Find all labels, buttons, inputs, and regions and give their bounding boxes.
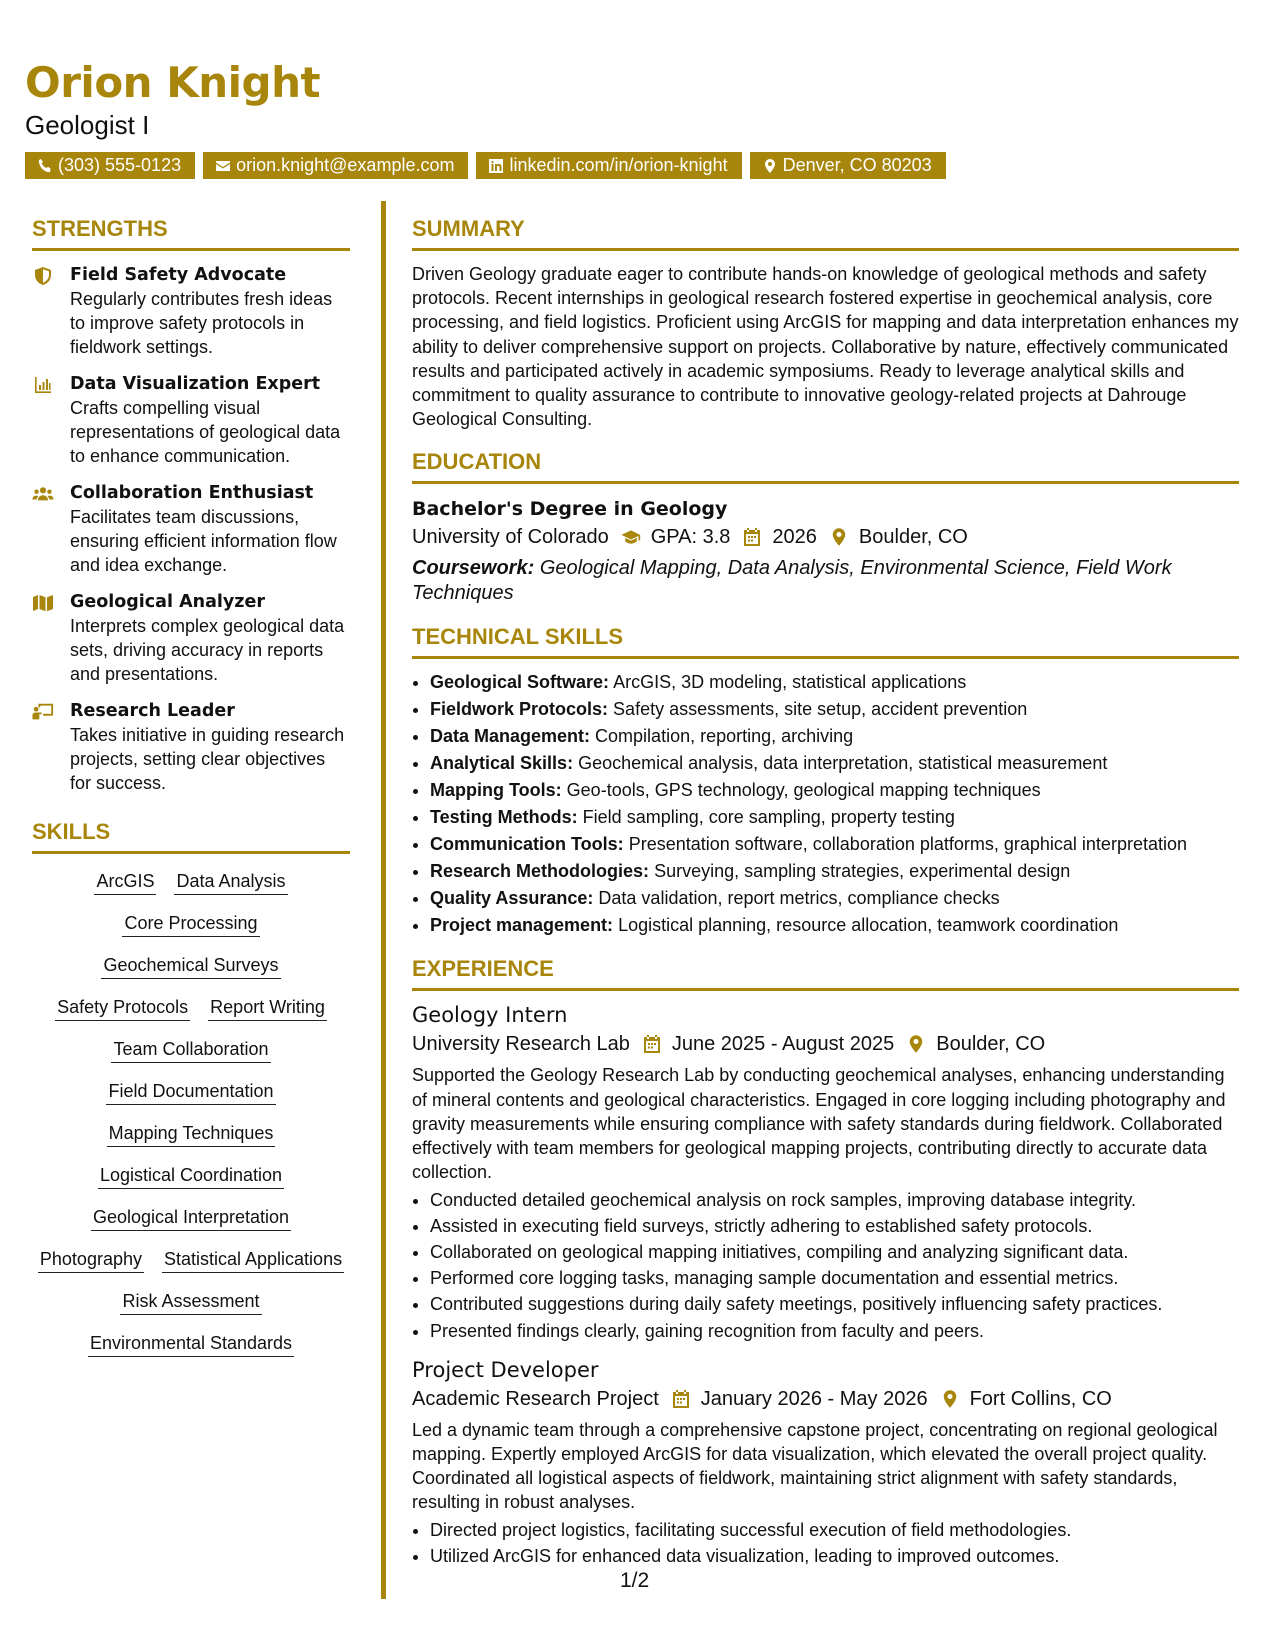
skill-text: Safety assessments, site setup, accident prevention xyxy=(613,699,1028,720)
contact-location-text: Denver, CO 80203 xyxy=(782,155,932,175)
contact-linkedin[interactable] xyxy=(476,152,741,179)
skill-label: Research Methodologies: xyxy=(430,860,650,881)
skill-text: Geochemical analysis, data interpretation, statistical measurement xyxy=(578,753,1108,774)
skill-text: Surveying, sampling strategies, experimental design xyxy=(654,860,1071,881)
job-bullets xyxy=(412,1517,1239,1569)
contact-phone-text: (303) 555-0123 xyxy=(58,155,182,175)
skill-label: Data Management: xyxy=(430,726,591,747)
summary-text: Driven Geology graduate eager to contribute hands-on knowledge of geological methods and safety protocols. Recent internships in geological research fostered expertise in geochemical analysis, core processing, and field logistics. Proficient using ArcGIS for mapping and data interpretation enhances my ability to deliver comprehensive support on projects. Collaborative by nature, effectively communicated results and participated actively in academic symposiums. Ready to leverage analytical skills and commitment to quality assurance to contribute to innovative geology-related projects at Dahrouge Geological Consulting. xyxy=(412,264,1239,430)
list-item: • Conducted detailed geochemical analysis on rock samples, improving database integrity. xyxy=(430,1187,1239,1213)
skill-label: Analytical Skills: xyxy=(430,753,574,774)
presenter-icon xyxy=(32,702,54,722)
skill-label: Mapping Tools: xyxy=(430,780,562,801)
map-pin-icon xyxy=(940,1389,960,1409)
graduation-cap-icon xyxy=(621,527,641,547)
map-pin-icon xyxy=(829,527,849,547)
contact-email[interactable] xyxy=(203,152,468,179)
contact-email-text: orion.knight@example.com xyxy=(236,155,455,175)
strength-item xyxy=(32,699,350,795)
school-name: University of Colorado xyxy=(412,526,609,549)
list-item: • Collaborated on geological mapping initiatives, compiling and analyzing significant data. xyxy=(430,1239,1239,1265)
skill-label: Project management: xyxy=(430,914,614,935)
skill-text: Logistical planning, resource allocation, teamwork coordination xyxy=(618,914,1119,935)
experience-entry xyxy=(412,1356,1239,1569)
contact-phone[interactable] xyxy=(25,152,195,179)
job-title: Geology Intern xyxy=(412,1003,568,1028)
skill-text: Field sampling, core sampling, property testing xyxy=(582,806,955,827)
list-item xyxy=(430,804,1239,831)
strength-desc: Takes initiative in guiding research projects, setting clear objectives for success. xyxy=(70,725,345,793)
strength-item xyxy=(32,263,350,359)
skills-list xyxy=(32,869,350,1357)
list-item xyxy=(430,696,1239,723)
users-icon xyxy=(32,484,54,504)
column-divider xyxy=(381,201,386,1599)
strengths-heading: STRENGTHS xyxy=(32,216,350,251)
linkedin-icon xyxy=(488,158,504,174)
skill-tag: Statistical Applications xyxy=(162,1247,344,1273)
list-item xyxy=(430,777,1239,804)
experience-entry xyxy=(412,1001,1239,1343)
skill-tag: Logistical Coordination xyxy=(98,1163,284,1189)
map-icon xyxy=(32,593,54,613)
job-dates: June 2025 - August 2025 xyxy=(671,1033,895,1056)
skill-tag: Report Writing xyxy=(208,995,327,1021)
skill-label: Communication Tools: xyxy=(430,833,624,854)
list-item: • Utilized ArcGIS for enhanced data visualization, leading to improved outcomes. xyxy=(430,1543,1239,1569)
skill-tag: Photography xyxy=(38,1247,144,1273)
skill-tag: Mapping Techniques xyxy=(107,1121,276,1147)
phone-icon xyxy=(37,158,53,174)
strength-desc: Regularly contributes fresh ideas to improve safety protocols in fieldwork settings. xyxy=(70,289,333,357)
education-meta xyxy=(412,522,1239,552)
strength-item xyxy=(32,372,350,468)
summary-heading: SUMMARY xyxy=(412,216,1239,251)
strength-desc: Crafts compelling visual representations of geological data to enhance communication. xyxy=(70,398,341,466)
contact-bar xyxy=(25,152,946,179)
skill-label: Quality Assurance: xyxy=(430,887,594,908)
strength-title: Data Visualization Expert xyxy=(70,374,321,394)
technical-skills-list xyxy=(412,669,1239,938)
list-item xyxy=(430,912,1239,939)
skill-tag: Risk Assessment xyxy=(120,1289,261,1315)
skill-tag: Environmental Standards xyxy=(88,1331,294,1357)
skill-text: ArcGIS, 3D modeling, statistical applications xyxy=(613,672,967,693)
skill-tag: Geological Interpretation xyxy=(91,1205,291,1231)
map-pin-icon xyxy=(906,1034,926,1054)
strength-item xyxy=(32,481,350,577)
skill-label: Fieldwork Protocols: xyxy=(430,699,609,720)
list-item xyxy=(430,750,1239,777)
contact-linkedin-text: linkedin.com/in/orion-knight xyxy=(509,155,728,175)
calendar-icon xyxy=(642,1034,662,1054)
job-title: Project Developer xyxy=(412,1357,599,1382)
list-item: • Directed project logistics, facilitating successful execution of field methodologies. xyxy=(430,1517,1239,1543)
coursework xyxy=(412,556,1239,606)
technical-skills-heading: TECHNICAL SKILLS xyxy=(412,624,1239,659)
page-number: 1/2 xyxy=(620,1569,650,1592)
education-location: Boulder, CO xyxy=(858,526,968,549)
list-item: • Presented findings clearly, gaining recognition from faculty and peers. xyxy=(430,1318,1239,1344)
degree-title: Bachelor's Degree in Geology xyxy=(412,498,728,521)
left-column xyxy=(32,216,350,1357)
skill-tag: Core Processing xyxy=(122,911,259,937)
list-item xyxy=(430,885,1239,912)
strength-title: Research Leader xyxy=(70,701,235,721)
list-item xyxy=(430,669,1239,696)
job-meta xyxy=(412,1029,1239,1059)
education-section xyxy=(412,449,1239,606)
education-heading: EDUCATION xyxy=(412,449,1239,484)
skill-tag: Team Collaboration xyxy=(111,1037,270,1063)
job-location: Fort Collins, CO xyxy=(969,1387,1112,1410)
skill-label: Geological Software: xyxy=(430,672,610,693)
strength-desc: Interprets complex geological data sets, driving accuracy in reports and presentations. xyxy=(70,616,345,684)
job-description: Led a dynamic team through a comprehensive capstone project, concentrating on regional geological mapping. Expertly employed ArcGIS for data visualization, which elevated the overall project quality. Coordinated all logistical aspects of fieldwork, maintaining strict alignment with safety standards, resulting in robust analyses. xyxy=(412,1419,1218,1513)
strength-title: Collaboration Enthusiast xyxy=(70,483,314,503)
shield-icon xyxy=(32,266,54,286)
strength-title: Field Safety Advocate xyxy=(70,265,287,285)
experience-section xyxy=(412,956,1239,1568)
job-org: University Research Lab xyxy=(412,1033,630,1056)
candidate-name: Orion Knight xyxy=(25,58,321,107)
contact-location[interactable] xyxy=(750,152,946,179)
calendar-icon xyxy=(671,1389,691,1409)
job-role: Geologist I xyxy=(25,110,150,140)
skill-text: Geo-tools, GPS technology, geological mapping techniques xyxy=(566,780,1041,801)
list-item: • Performed core logging tasks, managing sample documentation and essential metrics. xyxy=(430,1265,1239,1291)
right-column xyxy=(412,216,1239,1569)
list-item: • Contributed suggestions during daily safety meetings, positively influencing safety practices. xyxy=(430,1291,1239,1317)
calendar-icon xyxy=(742,527,762,547)
job-location: Boulder, CO xyxy=(936,1033,1046,1056)
strength-desc: Facilitates team discussions, ensuring efficient information flow and idea exchange. xyxy=(70,507,337,575)
skill-tag: ArcGIS xyxy=(94,869,156,895)
skill-text: Presentation software, collaboration platforms, graphical interpretation xyxy=(628,833,1187,854)
coursework-label: Coursework: xyxy=(412,557,535,580)
skill-tag: Safety Protocols xyxy=(55,995,190,1021)
skill-tag: Field Documentation xyxy=(106,1079,275,1105)
summary-section xyxy=(412,216,1239,431)
job-bullets xyxy=(412,1187,1239,1344)
strength-title: Geological Analyzer xyxy=(70,592,265,612)
list-item xyxy=(430,858,1239,885)
job-description: Supported the Geology Research Lab by conducting geochemical analyses, enhancing understanding of mineral contents and geological characteristics. Engaged in core logging including photography and gravity measurements while ensuring compliance with safety standards during fieldwork. Collaborated effectively with team members for geological mapping projects, contributing directly to accurate data collection. xyxy=(412,1065,1226,1183)
gpa-value: GPA: 3.8 xyxy=(650,526,731,549)
graduation-year: 2026 xyxy=(772,526,817,549)
strength-item xyxy=(32,590,350,686)
coursework-list: Geological Mapping, Data Analysis, Environmental Science, Field Work Techniques xyxy=(412,557,1172,605)
envelope-icon xyxy=(215,158,231,174)
job-meta xyxy=(412,1384,1239,1414)
skill-tag: Geochemical Surveys xyxy=(101,953,280,979)
job-dates: January 2026 - May 2026 xyxy=(700,1387,928,1410)
technical-skills-section xyxy=(412,624,1239,938)
list-item: • Assisted in executing field surveys, strictly adhering to established safety protocols. xyxy=(430,1213,1239,1239)
skill-text: Compilation, reporting, archiving xyxy=(595,726,854,747)
list-item xyxy=(430,723,1239,750)
skills-heading: SKILLS xyxy=(32,819,350,854)
list-item xyxy=(430,831,1239,858)
job-org: Academic Research Project xyxy=(412,1387,659,1410)
map-pin-icon xyxy=(762,158,778,174)
strengths-list xyxy=(32,263,350,795)
bar-chart-icon xyxy=(32,375,54,395)
skill-text: Data validation, report metrics, compliance checks xyxy=(598,887,1000,908)
experience-heading: EXPERIENCE xyxy=(412,956,1239,991)
skill-label: Testing Methods: xyxy=(430,806,578,827)
skill-tag: Data Analysis xyxy=(174,869,287,895)
